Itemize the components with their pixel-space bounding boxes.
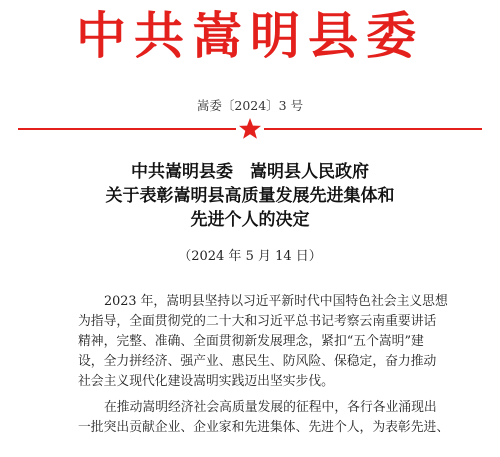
paragraph-1-line: 社会主义现代化建设嵩明实践迈出坚实步伐。 [78,374,334,389]
masthead-title: 中共嵩明县委 [76,6,424,65]
paragraph-1-line: 2023 年，嵩明县坚持以习近平新时代中国特色社会主义思想 [104,294,448,309]
title-line-3: 先进个人的决定 [190,210,310,230]
title-line-2: 关于表彰嵩明县高质量发展先进集体和 [105,186,395,206]
document-date: （2024 年 5 月 14 日） [178,249,322,264]
paragraph-1-line: 设，全力拼经济、强产业、惠民生、防风险、保稳定，奋力推动 [78,354,437,369]
red-divider-left [18,128,236,130]
document-number: 嵩委〔2024〕3 号 [196,98,304,113]
red-divider-right [264,128,482,130]
title-line-1: 中共嵩明县委 嵩明县人民政府 [131,162,369,182]
paragraph-2-line: 在推动嵩明经济社会高质量发展的征程中，各行各业涌现出 [104,400,437,415]
paragraph-1-line: 为指导，全面贯彻党的二十大和习近平总书记考察云南重要讲话 [78,314,437,329]
paragraph-1-line: 精神，完整、准确、全面贯彻新发展理念，紧扣“五个嵩明”建 [78,334,424,349]
paragraph-2-line: 一批突出贡献企业、企业家和先进集体、先进个人，为表彰先进、 [78,420,450,435]
document-body [78,292,458,438]
document-title [0,160,500,232]
red-star-icon [238,117,262,141]
